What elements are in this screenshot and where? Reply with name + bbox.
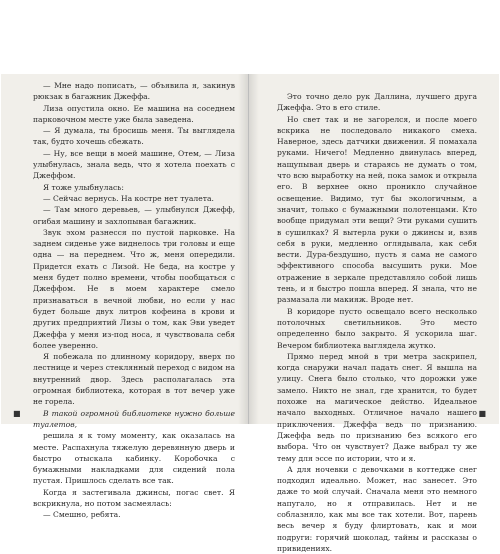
paragraph: Лиза опустила окно. Ее машина на соседнем парковочном месте уже была заведена. <box>33 103 235 124</box>
paragraph: А для ночевки с девочками в коттедже снег подходил идеально. Может, нас занесет. Это даже то мой случай. Сначала меня это немного напугало, но я отправилась. Нет и не соблазняло, как мы все так хотели. Вот, парень весь вечер я буду флиртовать, как и мои подруги: горячий шоколад, тайны и рассказы о привидениях. <box>277 464 477 553</box>
paragraph: Это точно дело рук Даллина, лучшего друга Джеффа. Это в его стиле. <box>277 92 477 113</box>
paragraph: Но свет так и не загорелся, и после моего вскрика не последовало никакого смеха. Наверное, здесь датчики движения. Я помахала руками. Ничего! Медленно двинулась вперед, нащупывая дверь и стараясь не думать о том, что всю выработку на ней, пока замок и открыла его. В верхнее окно проникло случайное освещение. Видимо, тут бы экологичным, а значит, только с бумажными полотенцами. Кто вообще придумал эти вещи? Эти руками сушить в сушилках? Я вытерла руки о джинсы и, взяв себя в руки, медленно оглядывала, как себя вести. Дура-бездушно, пусть я сама не самого эффективного способа высушить руки. Мое отражение в зеркале представляло собой лишь тень, и я быстро пошла вперед. Я знала, что не размазала ли макияж. Вроде нет. <box>277 114 477 305</box>
paragraph: Когда я застегивала джинсы, погас свет. Я вскрикнула, но потом засмеялась: <box>33 487 235 508</box>
spine-shadow-right <box>249 74 259 424</box>
left-page <box>1 74 249 520</box>
spine-shadow-left <box>238 74 248 424</box>
paragraph: В такой огромной библиотеке нужно больше туалетов, <box>33 408 235 429</box>
right-page <box>249 74 499 553</box>
right-page-marker: ■ <box>478 408 486 418</box>
left-page-marker: ■ <box>13 408 21 418</box>
paragraph: — Сейчас вернусь. На костре нет туалета. <box>43 193 214 203</box>
paragraph: В коридоре пусто освещало всего несколько потолочных светильников. Это место определенно было закрыто. Я ускорила шаг. Вечером библиотека выглядела жутко. <box>277 306 477 350</box>
paragraph: — Мне надо пописать, — объявила я, закинув рюкзак в багажник Джеффа. <box>33 81 235 102</box>
paragraph: Я тоже улыбнулась: <box>43 182 124 192</box>
paragraph: Я побежала по длинному коридору, вверх по лестнице и через стеклянный переход с видом на внутренний двор. Здесь располагалась эта огромная библиотека, которая в тот вечер уже не горела. <box>33 352 235 407</box>
paragraph: Звук эхом разнесся по пустой парковке. На заднем сиденье уже виднелось три головы и еще одна — на переднем. Что ж, меня опередили. Придется ехать с Лизой. Не беда, на костре у меня будет полно времени, чтобы пообщаться с Джеффом. Не в моем характере смело признаваться в вечной любви, но если у нас будет больше двух литров кофеина в крови и других предприятий Лизы о том, как Эви уведет Джеффа у меня из-под носа, я чувствовала себя более уверенно. <box>33 227 235 350</box>
paragraph: — Там много деревьев, — улыбнулся Джефф, огибая машину и захлопывая багажник. <box>33 205 235 226</box>
paragraph: — Я думала, ты бросишь меня. Ты выглядела так, будто хочешь сбежать. <box>33 126 235 147</box>
right-page-text <box>277 91 477 554</box>
paragraph: Прямо перед мной в три метра заскрипел, когда снаружи начал падать снег. Я вышла на улицу. Снега было столько, что дорожки уже замело. Никто не знал, где хранится, то будет похоже на магическое действо. Идеальное начало выходных. Отличное начало нашего приключения. Джеффа ведь по признанию. Джеффа ведь по признанию без всякого его выбора. Что он чувствует? Даже выбрал ту же тему для эссе по истории, что и я. <box>277 351 477 463</box>
paragraph: решила я к тому моменту, как оказалась на месте. Распахнула тяжелую деревянную дверь и быстро отыскала кабинку. Коробочка с бумажными накладками для сидений пола пустая. Пришлось сделать все так. <box>33 431 235 486</box>
paragraph: — Смешно, ребята. <box>43 510 121 520</box>
paragraph: — Ну, все вещи в моей машине, Отем, — Лиза улыбнулась, знала ведь, что я хотела поехать с Джеффом. <box>33 148 235 181</box>
left-page-text <box>33 80 235 521</box>
